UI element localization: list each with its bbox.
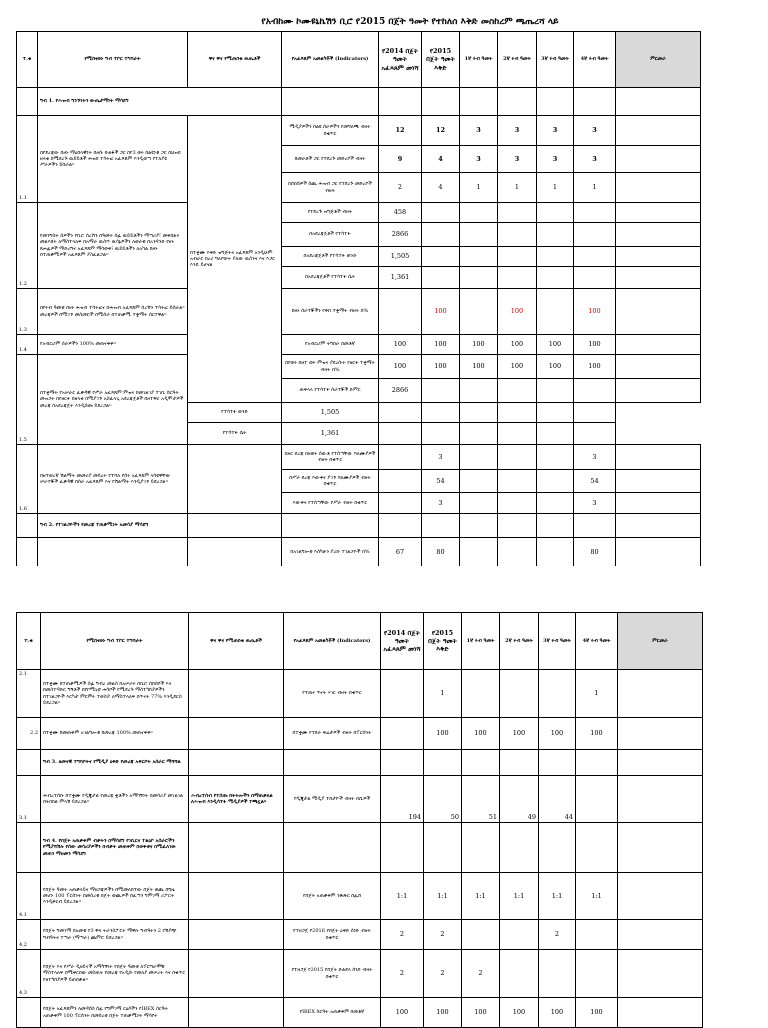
header-activity: የሚከናወኑ ግብ ተኮር ተግባራት [38,32,188,88]
activity-text: የአብርሆም ሰራዎችን 100% መጠናቀቅ። [38,335,188,355]
table-row [17,445,701,470]
activity-text: በዘተወረኛ ሽልማት መመሪያ መሰረት የተሻለ የሰሩ አፈጻጸም ላሳዩዋቸው ሠራተኞች ፈቃዳዊ በሰራ አፈጻጸም እና የሽልማት እንዲያገኙ ይደረጋል። [38,445,188,514]
goal-row [17,514,701,538]
table-row [17,203,701,223]
goal-4: ግብ 4. የበጀት አጠቃቀም ብቃትን በማሳደግ የገቢርና ተልዕኮ አሰራሮችን የሚያሻሽሉ የሰው መሳሪያዎችን በብቃት መጠቀም በወቅቱና በሚፈለገው መጠን ማዘመን ማሳደግ [41,823,189,873]
baseline-value: 1,361 [282,423,379,445]
goal-row [17,823,703,873]
goal-row [17,88,701,116]
header-baseline: የ2014 በጀት ዓመት አፈጻጸም መነሻ [381,613,424,670]
q3-value: 100 [539,718,576,750]
q4-value: 3 [574,445,616,470]
indicator-text: የተሳተፉ ሴት [188,423,282,445]
indicator-text: የተዘጋጀ የ2015 የበጀት ድልደላ ሰነድ ብዛት በቁጥር [284,950,381,998]
header-remark: ምርመራ [618,613,703,670]
q4-value: 100 [576,998,618,1028]
result-text: ሕብረተሰብ የተሰጡ ክትትሎችን በማጠቃለል ለሕዝብ እንዲሳተፉ ሚዲያዎች ተጫኗል። [189,776,284,823]
plan-value: 2 [424,920,462,950]
activity-text: የበጀት እና የሥራ ዲዛይኖች አማካኝነት የበጀት ዓመቱ ለፕሮግራሞቹ ማስተላለፍ በሚቀርበው መስጠት የመረጃ የአዲሱ የመለያ መሠረት እና በቁጥር የዘተካከያዎች ይጠበቃል። [41,950,189,998]
plan-value: 12 [422,116,460,146]
baseline-value: 1,505 [379,247,422,267]
row-index: 4.1 [17,873,41,920]
plan-value: 100 [424,998,462,1028]
table-row [17,355,701,379]
table-row [17,873,703,920]
baseline-value: 100 [381,998,424,1028]
header-q3: 3ኛ ሩብ ዓመት [537,32,574,88]
indicator-text: በአደረጃጀቶች የተሳተፉ [282,223,379,247]
q4-value: 100 [574,355,616,379]
q4-value: 54 [574,470,616,493]
plan-value: 100 [422,289,460,335]
goal-2: ግብ 2. የተገልጋዮችን የመረጃ ተጠቃሚነት አመሳያ ማሳደግ [38,514,188,538]
plan-value: 1:1 [424,873,462,920]
row-index: 2.2 [17,718,41,750]
baseline-value: 1,505 [282,403,379,423]
baseline-value: 2866 [379,223,422,247]
table-row [17,718,703,750]
q4-value: 1 [574,173,616,203]
goal-3: ግብ 3. ዘመናዊ ተግባቦትና የሚዲያ ዕቅድ የመረጃ አቅርቦት አሰራር ማሻሻል [41,750,189,776]
header-plan: የ2015 በጀት ዓመት እቅድ [424,613,462,670]
q1-value: 3 [460,116,498,146]
q2-value: 100 [498,355,537,379]
row-index: 1.5 [17,355,38,445]
q1-value: 1 [460,173,498,203]
q3-value: 1 [537,173,574,203]
baseline-value: 458 [379,203,422,223]
header-row [17,32,701,88]
q2-value: 3 [498,146,537,173]
header-no: ተ.ቁ [17,32,38,88]
indicator-text: በሥራ ደረጃ እውቅና ያገኙ ባለሙያዎች ብዛት በቁጥር [282,470,379,493]
q4-value: 3 [574,493,616,514]
baseline-value: 2 [381,920,424,950]
plan-value: 4 [422,146,460,173]
header-q2: 2ኛ ሩብ ዓመት [498,32,537,88]
sheet-title: የአብከሙ ኮሙዩኒኬሽን ቢሮ የ2015 በጀት ዓመት የተከለሰ እቅድ መስከረም ጫጤረሻ ላይ [261,17,559,27]
indicator-text: የIBEX ስርዓት አጠቃቀም በመቶኛ [284,998,381,1028]
indicator-text: በአገልግሎቱ እስካሁን ያረኩ ተገልጋዮች በ% [282,538,379,568]
row-index: 1.6 [17,445,38,514]
header-result: ዋና ዋና የሚጠበቁ ዉጤቶች [189,613,284,670]
q3-value: 1:1 [539,873,576,920]
header-baseline: የ2014 በጀት ዓመት አፈጻጸም መነሻ [379,32,422,88]
plan-value: 54 [422,470,460,493]
plan-value: 80 [422,538,460,568]
baseline-value: 12 [379,116,422,146]
baseline-value: 9 [379,146,422,173]
indicator-text: ሚዲያዎችን በልዩ ሰራዎችን የመግለጫ ብዛት በቁጥር [282,116,379,146]
table-row [17,289,701,335]
activity-text: በየሩብ ዓመቱ በዞኑ ሕዝብ ተሳትፎና በሕዝብ አፈጻጸም ሰረሽን ተሳትፎ ይሰራል። መረጃዎች በሚገኙ መስመሮች በሚሰራ በተጠቃሚ ተቋማት ሰርተዋል። [38,289,188,335]
activity-text: በተቋሙ ከመጠቀም አገልግሎቱ ከመረጃ 100% መጠናቀቅ። [41,718,189,750]
header-row [17,613,703,670]
q4-value: 3 [574,146,616,173]
q3-value: 44 [539,776,576,823]
baseline-value: 2 [381,950,424,998]
table-row [17,998,703,1028]
q2-value: 100 [500,998,539,1028]
indicator-text: እውቅና የተሰጣቸው የሥራ ብዛት በቁጥር [282,493,379,514]
activity-text: ሕብረተሰቡ በተቋሙ የዲጂታል የመረጃ ቋቶችን አማካኝነት በመሳሪያ መገልገል በትክክል ምላሽ ይደረጋል። [41,776,189,823]
header-q3: 3ኛ ሩብ ዓመት [539,613,576,670]
header-q4: 4ኛ ሩብ ዓመት [574,32,616,88]
q2-value: 1:1 [500,873,539,920]
goal-1: ግብ 1. የሕዝብ ግንኙነትን ውጤታማነት ማሳደግ [38,88,282,116]
baseline-value: 1:1 [381,873,424,920]
table-row [17,670,703,718]
q2-value: 100 [498,335,537,355]
q3-value: 100 [539,998,576,1028]
q2-value: 100 [500,718,539,750]
header-no: ተ.ቁ [17,613,41,670]
q1-value: 100 [462,718,500,750]
q4-value: 1:1 [576,873,618,920]
q4-value: 100 [576,718,618,750]
q2-value: 3 [498,116,537,146]
plan-value: 100 [424,718,462,750]
q1-value: 1:1 [462,873,500,920]
indicator-text: የተደረጉ ዝግጅቶች ብዛት [282,203,379,223]
baseline-value: 2866 [379,379,422,403]
activity-text: የመንግስት ሰዎችን የቢሮ ሰረሽን በዓመት ሰፊ ዉይይቶችን ማጣሪያ፣ መቀበልና መልእክት ለማስተላለፍ በአማራ ዉስጥ ዉሳኔዎችን ለወራቱ በአንዳንድ የዞኑ ጸሐፊዎች ማድረግና አፈጻጸም ማሳወቅ፣ ዉይይቶችን ለአካል ከዞኑ በተጠቃሚዎች አፈጻጸም ያስፈልጋል። [38,203,188,289]
row-index: 2.1 [17,670,41,718]
header-result: ዋና ዋና የሚጠበቁ ዉጤቶች [188,32,282,88]
baseline-value: 2 [379,173,422,203]
indicator-text: በተቋሙ የተደራ ቅሬታዎች ብዛት በፐርሰንት [284,718,381,750]
indicator-text: የተዘጋጀ የ2016 የበጀት ዕቅድ ሰነድ ብዛት በቁጥር [284,920,381,950]
plan-value: 4 [422,173,460,203]
q1-value: 100 [460,335,498,355]
baseline-value: 100 [379,335,422,355]
indicator-text: ጠቅላላ የተሳተፉ ሰራተኞች ድምር [282,379,379,403]
q1-value: 51 [462,776,500,823]
indicator-text: በየወሩ በዘተ ወሩ ምዝና ያደረሱት የዘርፉ ተቋማት ብዛት በ% [282,355,379,379]
q4-value: 3 [574,116,616,146]
header-q4: 4ኛ ሩብ ዓመት [576,613,618,670]
baseline-value: 1,361 [379,267,422,289]
activity-text: በተቋማት የአሠራር ፈቃዳዊ የሥራ አፈጻጸም ምዝና በመገልገያ ተገቢ ሰርዓት መዝጋት በየዘርፉ በዘላቂ በሚያገኙ አስፈላጊ አደረጃጀቶች በዘተዋሪ አዲሞታዎች መረጃ በአደረጃጀት እንዲሰጡ ይደረጋል። [38,355,188,445]
q3-value: 2 [539,920,576,950]
activity-text: የበጀት አፈጻጸምን ለመዳሰስ ሰፊ የግምገማ ርዕሶችን የIBEX ስርዓት አጠቃቀም 100 ፐርሰንት በመሰረቱ በጀት ተጠቃሚነት ማሳየት [41,998,189,1028]
baseline-value: 67 [379,538,422,568]
indicator-text: የዲጂታል ሚዲያ ተከታዮች ብዛት በሺዎች [284,776,381,823]
header-q2: 2ኛ ሩብ ዓመት [500,613,539,670]
plan-value: 100 [422,335,460,355]
indicator-text: የተሳተፉ ወንድ [188,403,282,423]
header-remark: ምርመራ [616,32,701,88]
activity-text: በየደረጃው በዞኑ ማዕከላዊነት በዞሱ ኩልፋች ጋር በየ3 ወሩ ከልዩነቱ ጋር በህዝበ ዘላቂ በሚደረጉ ዉይይቶች ሕዝበ ተሳትፎ አፈጻጸም እንዲወጣ የተለያዩ ሥራዎችን ይሰራል። [38,116,188,203]
plan-value: 50 [424,776,462,823]
q4-value: 80 [574,538,616,568]
q3-value: 100 [537,335,574,355]
table-row [17,950,703,998]
header-activity: የሚከናወኑ ግብ ተኮር ተግባራት [41,613,189,670]
indicator-text: በዞር ደረጃ በዛወሩ ሰውቶ የተሰጣቸው ባለሙያዎች ብዛት በቁጥር [282,445,379,470]
header-q1: 1ኛ ሩብ ዓመት [460,32,498,88]
q1-value: 100 [460,355,498,379]
plan-value: 3 [422,445,460,470]
row-index: 4.2 [17,920,41,950]
table-row [17,335,701,355]
q2-value: 1 [498,173,537,203]
table-row [17,776,703,823]
table-row [17,920,703,950]
result-text: በተቋሙ እቅድ ዝግጅትና አፈጻጸም አንዲሁም አብራር በረሪ ግለቦቻት ያለው ዉስንና እና እጋር እንዴ ይሆናል [188,116,282,403]
sheet-page-2 [0,612,768,1024]
indicator-text: በአደረጃጀቶች የተሳተፉ ወንድ [282,247,379,267]
indicator-text: የተጠና ጥናት ሃገር ብዛት በቁጥር [284,670,381,718]
row-index: 1.4 [17,335,38,355]
indicator-text: ከመራቶች ጋር የተደረጉ መድረኮች ብዛት [282,146,379,173]
indicator-text: ከሰበሰዎች ሰጪ ሕዝብ ጋር የተደረጉ መድረኮች ብዛት [282,173,379,203]
row-index: 1.3 [17,289,38,335]
header-indicator: የአፈጻጸም አመልካቾች (Indicators) [282,32,379,88]
baseline-value: 100 [379,355,422,379]
row-index: 4.3 [17,950,41,998]
row-index: 1.2 [17,203,38,289]
row-index: 3.1 [17,776,41,823]
activity-text: የበጀት ዓመት አጠቃላይና ማዘጋጃዎችን በሚመለከተው በጀት ወጪ በግዜ መሆኑ 100 ፐርሰንት በመሰረቱ በጀት ወጪዎች በፈጣን ግምገማ ሪፖርት እንዲቀርብ ይደረጋል። [41,873,189,920]
plan-value: 1 [424,670,462,718]
q1-value: 3 [460,146,498,173]
plan-table-2 [16,612,703,1028]
plan-value: 2 [424,950,462,998]
q4-value: 100 [574,335,616,355]
goal-row [17,750,703,776]
activity-text: በተቋሙ ከተጠቃሚዎች ሰፊ ግብረ መልስ በአሠራሩ በቢሮ ሰበሰቦች እና ከመስተዳድር ግኝቶች በየኮሚኒቲ ሐሳቦች የሚደረጉ ማስተካከያዎችን በተገልጋዮች እርካታ ምርምሩ ተወስዶ ለማስተላለፍ በጥናት 77% እንዲደርስ ይደረጋል። [41,670,189,718]
plan-table-1 [16,31,701,568]
header-q1: 1ኛ ሩብ ዓመት [462,613,500,670]
q1-value: 100 [462,998,500,1028]
q3-value: 3 [537,146,574,173]
q2-value: 49 [500,776,539,823]
q2-value: 100 [498,289,537,335]
plan-value: 3 [422,493,460,514]
indicator-text: የበጀት አጠቃቀም ንጽጽር በፊሸ [284,873,381,920]
q4-value: 1 [576,670,618,718]
baseline-value: 194 [381,776,424,823]
q3-value: 100 [537,355,574,379]
header-indicator: የአፈጻጸም አመልካቾች (Indicators) [284,613,381,670]
q1-value: 2 [462,950,500,998]
indicator-text: ከዞኑ ሰራተኞችን የቀበ ተቋማት ብዛት በ% [282,289,379,335]
q4-value: 100 [574,289,616,335]
page-gap [0,566,768,612]
q3-value: 3 [537,116,574,146]
table-row [17,116,701,146]
activity-text: የበጀት ግመገማ በአመቱ የ3 ዋና ትራንስፖርት ማዋሉ ግብዓትን 2 የሽያጭ ግብዓትና ተጣራ (ማጣራ) ጨምሮ ይደረጋል። [41,920,189,950]
row-index: 1.1 [17,116,38,203]
indicator-text: በአደረጃጀቶች የተሳተፉ ሴት [282,267,379,289]
indicator-text: የአብርሆም ትግበራ በመቶኛ [282,335,379,355]
header-plan: የ2015 በጀት ዓመት እቅድ [422,32,460,88]
table-row [17,538,701,568]
plan-value: 100 [422,355,460,379]
